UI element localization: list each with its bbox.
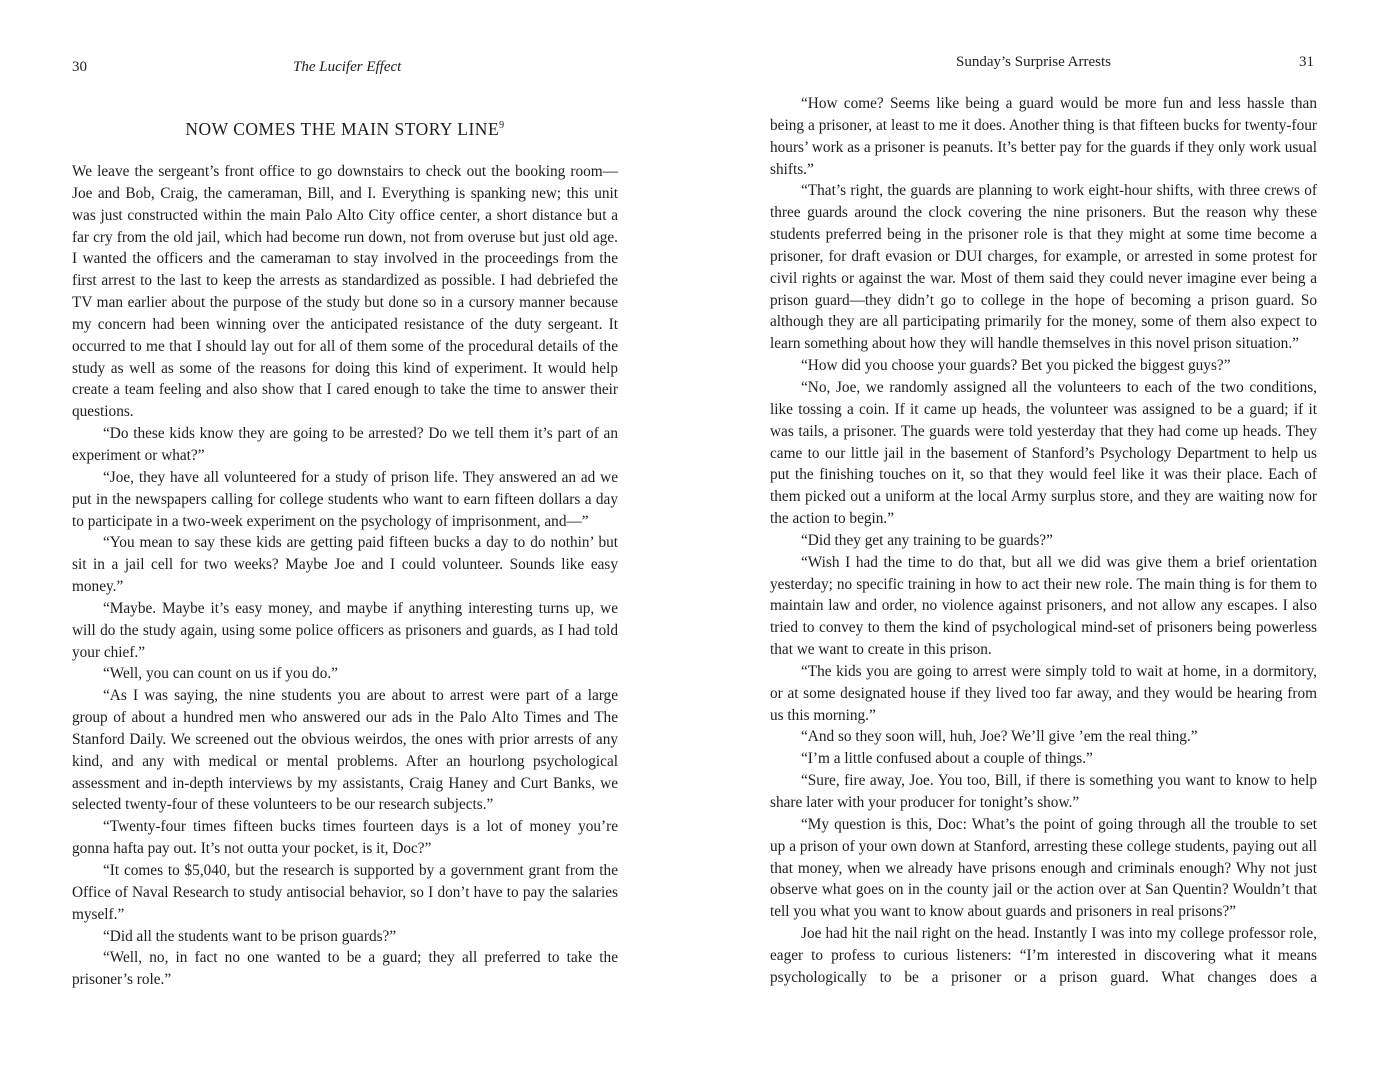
paragraph: “No, Joe, we randomly assigned all the volunteers to each of the two conditions, like tossing a coin. If it came up heads, the volunteer was assigned to be a guard; if it was tails, a prisoner. The guards were told yesterday that they had come up heads. They came to our little jail in the basement of Stanford’s Psychology Department to help us put the finishing touches on it, so that they would feel like it was their place. Each of them picked out a uniform at the local Army surplus store, and they are waiting now for the action to begin.” — [770, 378, 1317, 528]
footnote-reference: 9 — [499, 120, 505, 132]
running-head: Sunday’s Surprise Arrests — [956, 54, 1111, 70]
paragraph: We leave the sergeant’s front office to go downstairs to check out the booking room—Joe and Bob, Craig, the cameraman, Bill, and I. Everything is spanking new; this unit was just constructed within the main Palo Alto City office center, a short distance but a far cry from the old jail, which had become run down, not from overuse but just old age. I wanted the officers and the cameraman to stay involved in the proceedings from the first arrest to the last to keep the arrests as standardized as possible. I had debriefed the TV man earlier about the purpose of the study but done so in a cursory manner because my concern had been winning over the anticipated resistance of the duty sergeant. It occurred to me that I should lay out for all of them some of the procedural details of the study as well as some of the reasons for doing this kind of experiment. It would help create a team feeling and also show that I cared enough to take the time to answer their questions. — [72, 163, 618, 421]
paragraph: “You mean to say these kids are getting paid fifteen bucks a day to do nothin’ but sit in a jail cell for two weeks? Maybe Joe and I could volunteer. Sounds like easy money.” — [72, 534, 618, 596]
paragraph: “Do these kids know they are going to be arrested? Do we tell them it’s part of an experiment or what?” — [72, 425, 618, 464]
paragraph: “Joe, they have all volunteered for a study of prison life. They answered an ad we put in the newspapers calling for college students who want to earn fifteen dollars a day to participate in a two-week experiment on the psychology of imprisonment, and—” — [72, 468, 618, 530]
paragraph: “Maybe. Maybe it’s easy money, and maybe if anything interesting turns up, we will do the study again, using some police officers as prisoners and guards, as I had told your chief.” — [72, 599, 618, 661]
paragraph: Joe had hit the nail right on the head. Instantly I was into my college professor role, eager to profess to curious listeners: “I’m interested in discovering what it means psychologically to be a prisoner or a prison guard. What changes does a — [770, 925, 1317, 986]
section-heading-text: NOW COMES THE MAIN STORY LINE — [185, 119, 500, 139]
paragraph: “How come? Seems like being a guard would be more fun and less hassle than being a prisoner, at least to me it does. Another thing is that fifteen bucks for twenty-four hours’ work as a prisoner is peanuts. It’s better pay for the guards if they only work usual shifts.” — [770, 95, 1317, 178]
paragraph: “My question is this, Doc: What’s the point of going through all the trouble to set up a prison of your own down at Stanford, arresting these college students, paying out all that money, when we already have prisons enough and criminals enough? Why not just observe what goes on in the county jail or the action over at San Quentin? Wouldn’t that tell you what you want to know about guards and prisoners in real prisons?” — [770, 815, 1317, 921]
right-page — [692, 0, 1384, 1080]
paragraph: “The kids you are going to arrest were simply told to wait at home, in a dormitory, or at some designated house if they lived too far away, and they would be hearing from us this morning.” — [770, 662, 1317, 724]
paragraph: “I’m a little confused about a couple of things.” — [801, 750, 1093, 768]
paragraph: “Sure, fire away, Joe. You too, Bill, if there is something you want to know to help share later with your producer for tonight’s show.” — [770, 772, 1317, 811]
body-text — [770, 93, 1317, 989]
paragraph: “That’s right, the guards are planning to work eight-hour shifts, with three crews of three guards around the clock covering the nine prisoners. But the reason why these students preferred being in the prisoner role is that they might at some time become a prisoner, for draft evasion or DUI charges, for example, or arrested in some protest for civil rights or against the war. Most of them said they could never imagine ever being a prison guard—they didn’t go to college in the hope of becoming a prison guard. So although they are all participating primarily for the money, some of them also expect to learn something about how they will handle themselves in this novel prison situation.” — [770, 182, 1317, 353]
paragraph: “Did they get any training to be guards?” — [801, 531, 1053, 549]
page-number: 30 — [72, 59, 87, 75]
paragraph: “How did you choose your guards? Bet you picked the biggest guys?” — [801, 357, 1231, 375]
paragraph: “It comes to $5,040, but the research is supported by a government grant from the Office of Naval Research to study antisocial behavior, so I don’t have to pay the salaries myself.” — [72, 862, 618, 923]
page-number: 31 — [1299, 54, 1314, 70]
paragraph: “As I was saying, the nine students you are about to arrest were part of a large group of about a hundred men who answered our ads in the Palo Alto Times and The Stanford Daily. We screened out the obvious weirdos, the ones with prior arrests of any kind, and any with medical or mental problems. After an hourlong psychological assessment and in-depth interviews by my assistants, Craig Haney and Curt Banks, we selected twenty-four of these volunteers to be our research subjects.” — [72, 687, 618, 814]
paragraph: “Well, no, in fact no one wanted to be a guard; they all preferred to take the prisoner’s role.” — [72, 949, 618, 989]
paragraph: “Well, you can count on us if you do.” — [103, 665, 338, 683]
body-text — [72, 161, 618, 991]
paragraph: “Twenty-four times fifteen bucks times fourteen days is a lot of money you’re gonna hafta pay out. It’s not outta your pocket, is it, Doc?” — [72, 818, 618, 858]
running-head: The Lucifer Effect — [293, 59, 402, 75]
paragraph: “Wish I had the time to do that, but all we did was give them a brief orientation yesterday; no specific training in how to act their new role. The main thing is for them to maintain law and order, no violence against prisoners, and not allow any escapes. I also tried to convey to them the kind of psychological mind-set of prisoners being powerless that we want to create in this prison. — [770, 553, 1317, 659]
paragraph: “And so they soon will, huh, Joe? We’ll give ’em the real thing.” — [801, 728, 1198, 746]
section-heading — [72, 119, 618, 140]
paragraph: “Did all the students want to be prison guards?” — [103, 927, 397, 945]
